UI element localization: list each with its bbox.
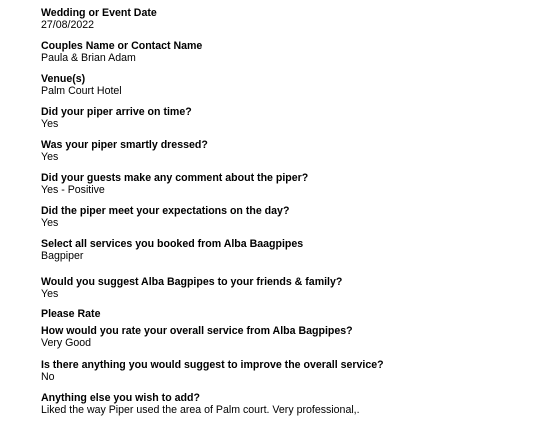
field-guest-comments bbox=[41, 172, 536, 196]
field-value: Palm Court Hotel bbox=[41, 85, 122, 97]
field-label: Is there anything you would suggest to improve the overall service? bbox=[41, 359, 384, 371]
field-label: Couples Name or Contact Name bbox=[41, 40, 203, 52]
field-value: Yes bbox=[41, 151, 59, 163]
field-label: Would you suggest Alba Bagpipes to your friends & family? bbox=[41, 276, 343, 288]
rating-section-heading: Please Rate bbox=[41, 308, 101, 320]
field-label: Did your piper arrive on time? bbox=[41, 106, 192, 118]
field-label: How would you rate your overall service from Alba Bagpipes? bbox=[41, 325, 353, 337]
field-label: Was your piper smartly dressed? bbox=[41, 139, 208, 151]
field-event-date bbox=[41, 7, 536, 31]
field-services-booked bbox=[41, 238, 536, 262]
field-smartly-dressed bbox=[41, 139, 536, 163]
field-additional-comments bbox=[41, 392, 536, 416]
field-value: Very Good bbox=[41, 337, 92, 349]
field-label: Did your guests make any comment about the piper? bbox=[41, 172, 309, 184]
field-value: Yes bbox=[41, 217, 59, 229]
field-value: Liked the way Piper used the area of Palm court. Very professional,. bbox=[41, 404, 360, 416]
field-label: Wedding or Event Date bbox=[41, 7, 157, 19]
field-overall-rating bbox=[41, 325, 536, 349]
field-value: Yes bbox=[41, 118, 59, 130]
field-value: Paula & Brian Adam bbox=[41, 52, 136, 64]
field-expectations bbox=[41, 205, 536, 229]
field-label: Anything else you wish to add? bbox=[41, 392, 200, 404]
field-value: Yes - Positive bbox=[41, 184, 105, 196]
field-recommend bbox=[41, 276, 536, 300]
field-contact-name bbox=[41, 40, 536, 64]
field-arrive-on-time bbox=[41, 106, 536, 130]
field-improvements bbox=[41, 359, 536, 383]
field-value: No bbox=[41, 371, 55, 383]
field-label: Select all services you booked from Alba Baagpipes bbox=[41, 238, 304, 250]
field-label: Venue(s) bbox=[41, 73, 86, 85]
field-label: Did the piper meet your expectations on the day? bbox=[41, 205, 290, 217]
field-value: Bagpiper bbox=[41, 250, 84, 262]
field-venue bbox=[41, 73, 536, 97]
field-value: 27/08/2022 bbox=[41, 19, 95, 31]
field-value: Yes bbox=[41, 288, 59, 300]
